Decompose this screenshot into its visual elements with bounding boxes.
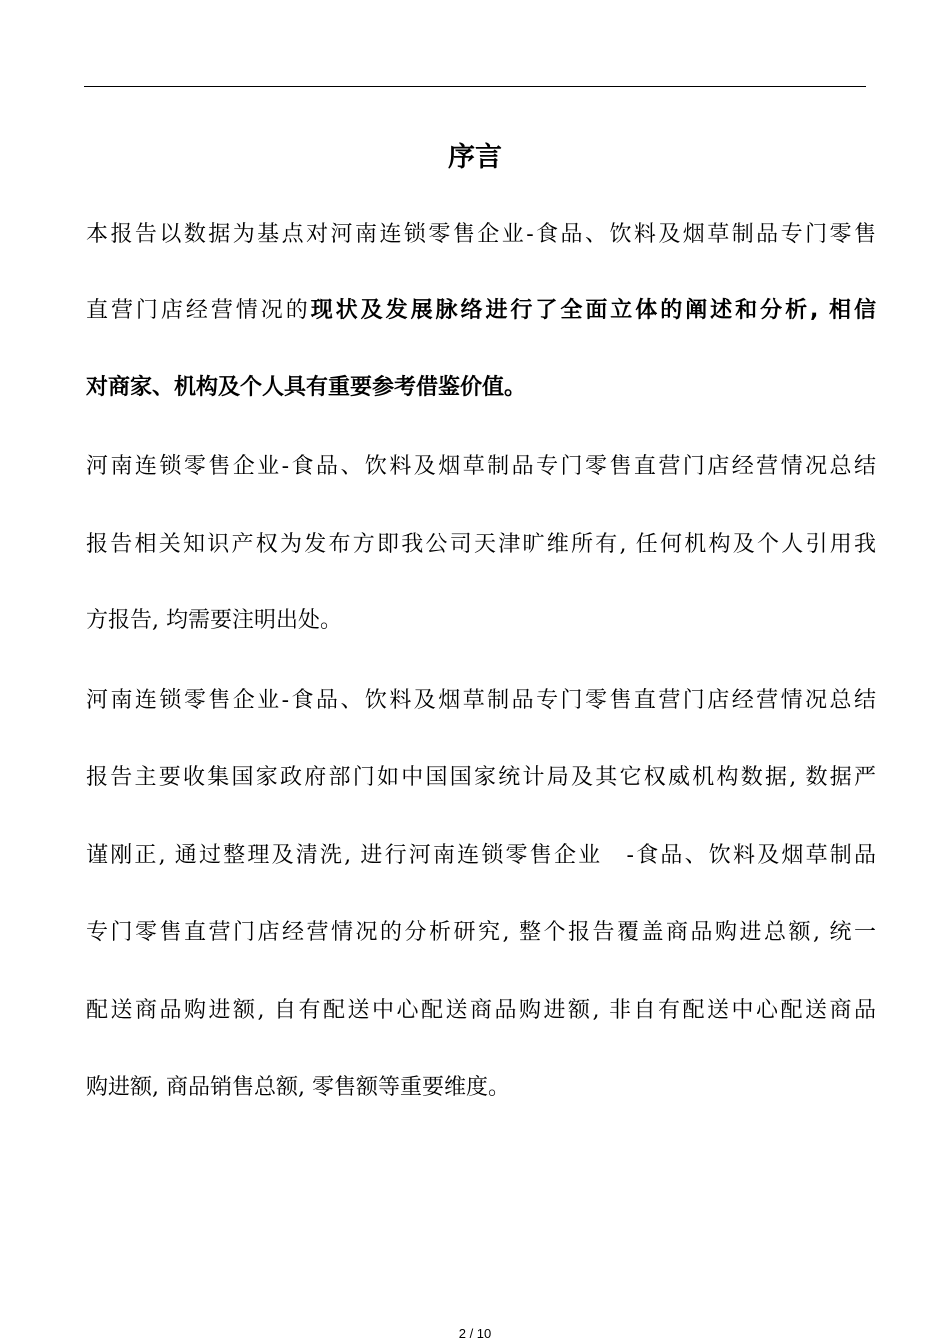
page-title: 序言 bbox=[448, 142, 502, 173]
paragraph-3-line-6: 购进额, 商品销售总额, 零售额等重要维度。 bbox=[86, 1075, 510, 1100]
paragraph-3-line-4: 专门零售直营门店经营情况的分析研究, 整个报告覆盖商品购进总额, 统一 bbox=[86, 920, 876, 945]
paragraph-3-line-1: 河南连锁零售企业-食品、饮料及烟草制品专门零售直营门店经营情况总结 bbox=[86, 688, 876, 713]
paragraph-2-line-3: 方报告, 均需要注明出处。 bbox=[86, 608, 342, 633]
paragraph-2-line-2: 报告相关知识产权为发布方即我公司天津旷维所有, 任何机构及个人引用我 bbox=[86, 532, 876, 557]
paragraph-1-line-2 bbox=[86, 296, 876, 326]
paragraph-3-line-2: 报告主要收集国家政府部门如中国国家统计局及其它权威机构数据, 数据严 bbox=[86, 765, 876, 790]
paragraph-2-line-1: 河南连锁零售企业-食品、饮料及烟草制品专门零售直营门店经营情况总结 bbox=[86, 454, 876, 479]
page-number: 2 / 10 bbox=[458, 1326, 492, 1341]
paragraph-3-line-5: 配送商品购进额, 自有配送中心配送商品购进额, 非自有配送中心配送商品 bbox=[86, 998, 876, 1023]
paragraph-1-line-1: 本报告以数据为基点对河南连锁零售企业-食品、饮料及烟草制品专门零售 bbox=[86, 222, 876, 247]
header-rule bbox=[84, 86, 866, 87]
paragraph-1-line-2-normal: 直营门店经营情况的 bbox=[86, 298, 311, 323]
paragraph-1-line-2-bold: 现状及发展脉络进行了全面立体的阐述和分析, 相信 bbox=[310, 298, 876, 323]
paragraph-1-line-3: 对商家、机构及个人具有重要参考借鉴价值。 bbox=[86, 375, 527, 400]
paragraph-3-line-3: 谨刚正, 通过整理及清洗, 进行河南连锁零售企业 -食品、饮料及烟草制品 bbox=[86, 843, 876, 868]
